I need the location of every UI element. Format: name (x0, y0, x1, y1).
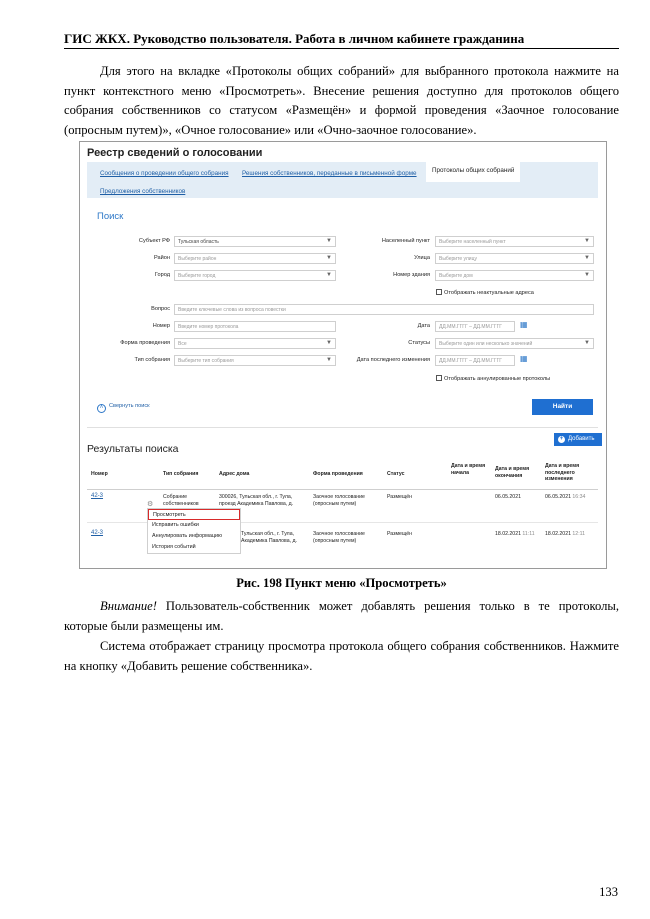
form-select[interactable] (174, 338, 336, 349)
city-select[interactable] (174, 270, 336, 281)
row-end-date: 18.02.2021 (495, 531, 521, 537)
subject-select[interactable] (174, 236, 336, 247)
chevron-down-icon: ▼ (326, 272, 332, 278)
col-end: Дата и время окончания (495, 466, 530, 479)
meeting-type-placeholder: Выберите тип собрания (178, 358, 234, 364)
closing-text: Система отображает страницу просмотра протокола общего собрания собственников. Нажмите на кнопку «Добавить решение собственника». (64, 639, 619, 673)
form-value: Все (178, 341, 187, 347)
row-end-time: 11:11 (522, 531, 535, 537)
divider (87, 427, 598, 428)
question-placeholder: Введите ключевые слова из вопроса повестки (178, 307, 286, 313)
plus-icon: + (559, 436, 564, 442)
collapse-search-label: Свернуть поиск (109, 403, 150, 409)
menu-item-fix-errors[interactable]: Исправить ошибки (152, 522, 199, 528)
show-annulled-checkbox[interactable] (436, 375, 550, 382)
locality-select[interactable] (435, 236, 594, 247)
calendar-icon[interactable]: ▦ (520, 320, 528, 329)
chevron-down-icon: ▼ (326, 255, 332, 261)
page-number: 133 (599, 885, 618, 899)
district-select[interactable] (174, 253, 336, 264)
row-meeting-type: Собрание собственников (163, 494, 199, 507)
last-change-input[interactable] (435, 355, 515, 366)
tab-protocols[interactable]: Протоколы общих собраний (426, 162, 520, 182)
street-select[interactable] (435, 253, 594, 264)
tab-owner-decisions[interactable]: Решения собственников, переданные в письменной форме (242, 170, 417, 177)
row-last-change (545, 531, 585, 538)
protocol-number-link[interactable]: 42-3 (91, 530, 104, 536)
building-placeholder: Выберите дом (439, 273, 473, 279)
col-number: Номер (91, 471, 108, 477)
number-placeholder: Введите номер протокола (178, 324, 239, 330)
locality-label: Населенный пункт (381, 238, 430, 244)
building-label: Номер здания (393, 272, 430, 278)
subject-label: Субъект РФ (138, 238, 170, 244)
chevron-down-icon: ▼ (584, 238, 590, 244)
menu-item-history[interactable]: История событий (152, 544, 196, 550)
document-header: ГИС ЖКХ. Руководство пользователя. Работа в личном кабинете гражданина (64, 31, 525, 46)
attention-text (64, 597, 619, 636)
city-label: Город (154, 272, 170, 278)
col-form: Форма проведения (313, 471, 363, 477)
col-last: Дата и время последнего изменения (545, 463, 580, 482)
row-form: Заочное голосование (опросным путем) (313, 531, 365, 544)
chevron-down-icon: ▼ (326, 238, 332, 244)
date-label: Дата (417, 323, 430, 329)
add-button-label: Добавить (568, 436, 595, 442)
calendar-icon[interactable]: ▦ (520, 354, 528, 363)
street-placeholder: Выберите улицу (439, 256, 477, 262)
collapse-search-link[interactable] (97, 403, 150, 413)
col-status: Статус (387, 471, 405, 477)
last-change-label: Дата последнего изменения (356, 357, 430, 363)
row-last-change (545, 494, 585, 501)
row-status: Размещён (387, 494, 412, 500)
number-label: Номер (152, 323, 170, 329)
subject-value: Тульская область (178, 239, 219, 245)
intro-paragraph (64, 62, 619, 140)
menu-item-view[interactable]: Просмотреть (148, 509, 240, 520)
checkbox-icon (436, 289, 442, 295)
show-inactive-label: Отображать неактуальные адреса (444, 290, 534, 296)
district-label: Район (154, 255, 170, 261)
row-last-time: 16:34 (572, 494, 586, 500)
street-label: Улица (414, 255, 430, 261)
row-last-time: 12:11 (572, 531, 586, 537)
col-address: Адрес дома (219, 471, 250, 477)
date-placeholder: ДД.ММ.ГГГГ – ДД.ММ.ГГГГ (439, 324, 502, 330)
search-title: Поиск (97, 211, 124, 222)
tabs-bar (87, 162, 598, 198)
add-button[interactable] (554, 433, 602, 446)
results-title: Результаты поиска (87, 443, 179, 455)
date-input[interactable] (435, 321, 515, 332)
checkbox-icon (436, 375, 442, 381)
city-placeholder: Выберите город (178, 273, 216, 279)
closing-paragraph (64, 637, 619, 676)
question-input[interactable] (174, 304, 594, 315)
context-menu (147, 508, 241, 554)
status-select[interactable] (435, 338, 594, 349)
intro-text: Для этого на вкладке «Протоколы общих собраний» для выбранного протокола нажмите на пункт контекстного меню «Просмотреть». Внесение решения доступно для протоколов общего собрания собственников со статусом «Размещён» и формой проведения «Заочное голосование (опросным путем)», «Очное голосование» или «Очно-заочное голосование». (64, 64, 619, 137)
protocol-number-link[interactable]: 42-3 (91, 493, 104, 499)
col-start: Дата и время начала (451, 463, 486, 476)
chevron-down-icon: ▼ (584, 272, 590, 278)
last-change-placeholder: ДД.ММ.ГГГГ – ДД.ММ.ГГГГ (439, 358, 502, 364)
figure-caption: Рис. 198 Пункт меню «Просмотреть» (236, 576, 447, 590)
row-status: Размещён (387, 531, 412, 537)
form-label: Форма проведения (120, 340, 170, 346)
question-label: Вопрос (151, 306, 170, 312)
screenshot-frame (79, 141, 607, 569)
attention-body: Пользователь-собственник может добавлять решения только в те протоколы, которые были размещены им. (64, 599, 619, 633)
row-last-date: 18.02.2021 (545, 531, 571, 537)
show-annulled-label: Отображать аннулированные протоколы (444, 376, 551, 382)
menu-item-annul[interactable]: Аннулировать информацию (152, 533, 223, 539)
building-select[interactable] (435, 270, 594, 281)
table-header (87, 460, 598, 490)
chevron-up-icon: ˄ (97, 404, 106, 413)
row-end (495, 531, 535, 538)
find-button[interactable]: Найти (532, 399, 593, 415)
row-last-date: 06.05.2021 (545, 494, 571, 500)
row-address: 300026, Тульская обл., г. Тула, проезд Академика Павлова, д. (219, 494, 294, 507)
status-placeholder: Выберите один или несколько значений (439, 341, 533, 347)
row-address: Тульская обл., г. Тула, Академика Павлова, д. (241, 531, 297, 544)
district-placeholder: Выберите район (178, 256, 217, 262)
registry-title: Реестр сведений о голосовании (87, 147, 263, 159)
meeting-type-label: Тип собрания (134, 357, 170, 363)
chevron-down-icon: ▼ (584, 340, 590, 346)
row-form: Заочное голосование (опросным путем) (313, 494, 365, 507)
attention-label: Внимание! (100, 599, 157, 613)
attention-paragraph (64, 597, 619, 636)
tab-owner-proposals[interactable]: Предложения собственников (100, 188, 186, 195)
chevron-down-icon: ▼ (584, 255, 590, 261)
col-meeting-type: Тип собрания (163, 471, 199, 477)
meeting-type-select[interactable] (174, 355, 336, 366)
row-end-date: 06.05.2021 (495, 494, 521, 500)
gear-icon[interactable]: ⚙ (147, 501, 154, 508)
locality-placeholder: Выберите населенный пункт (439, 239, 506, 245)
show-inactive-checkbox[interactable] (436, 289, 534, 296)
header-rule (64, 48, 619, 49)
number-input[interactable] (174, 321, 336, 332)
status-label: Статусы (408, 340, 430, 346)
chevron-down-icon: ▼ (326, 357, 332, 363)
tab-meeting-messages[interactable]: Сообщения о проведении общего собрания (100, 170, 229, 177)
chevron-down-icon: ▼ (326, 340, 332, 346)
